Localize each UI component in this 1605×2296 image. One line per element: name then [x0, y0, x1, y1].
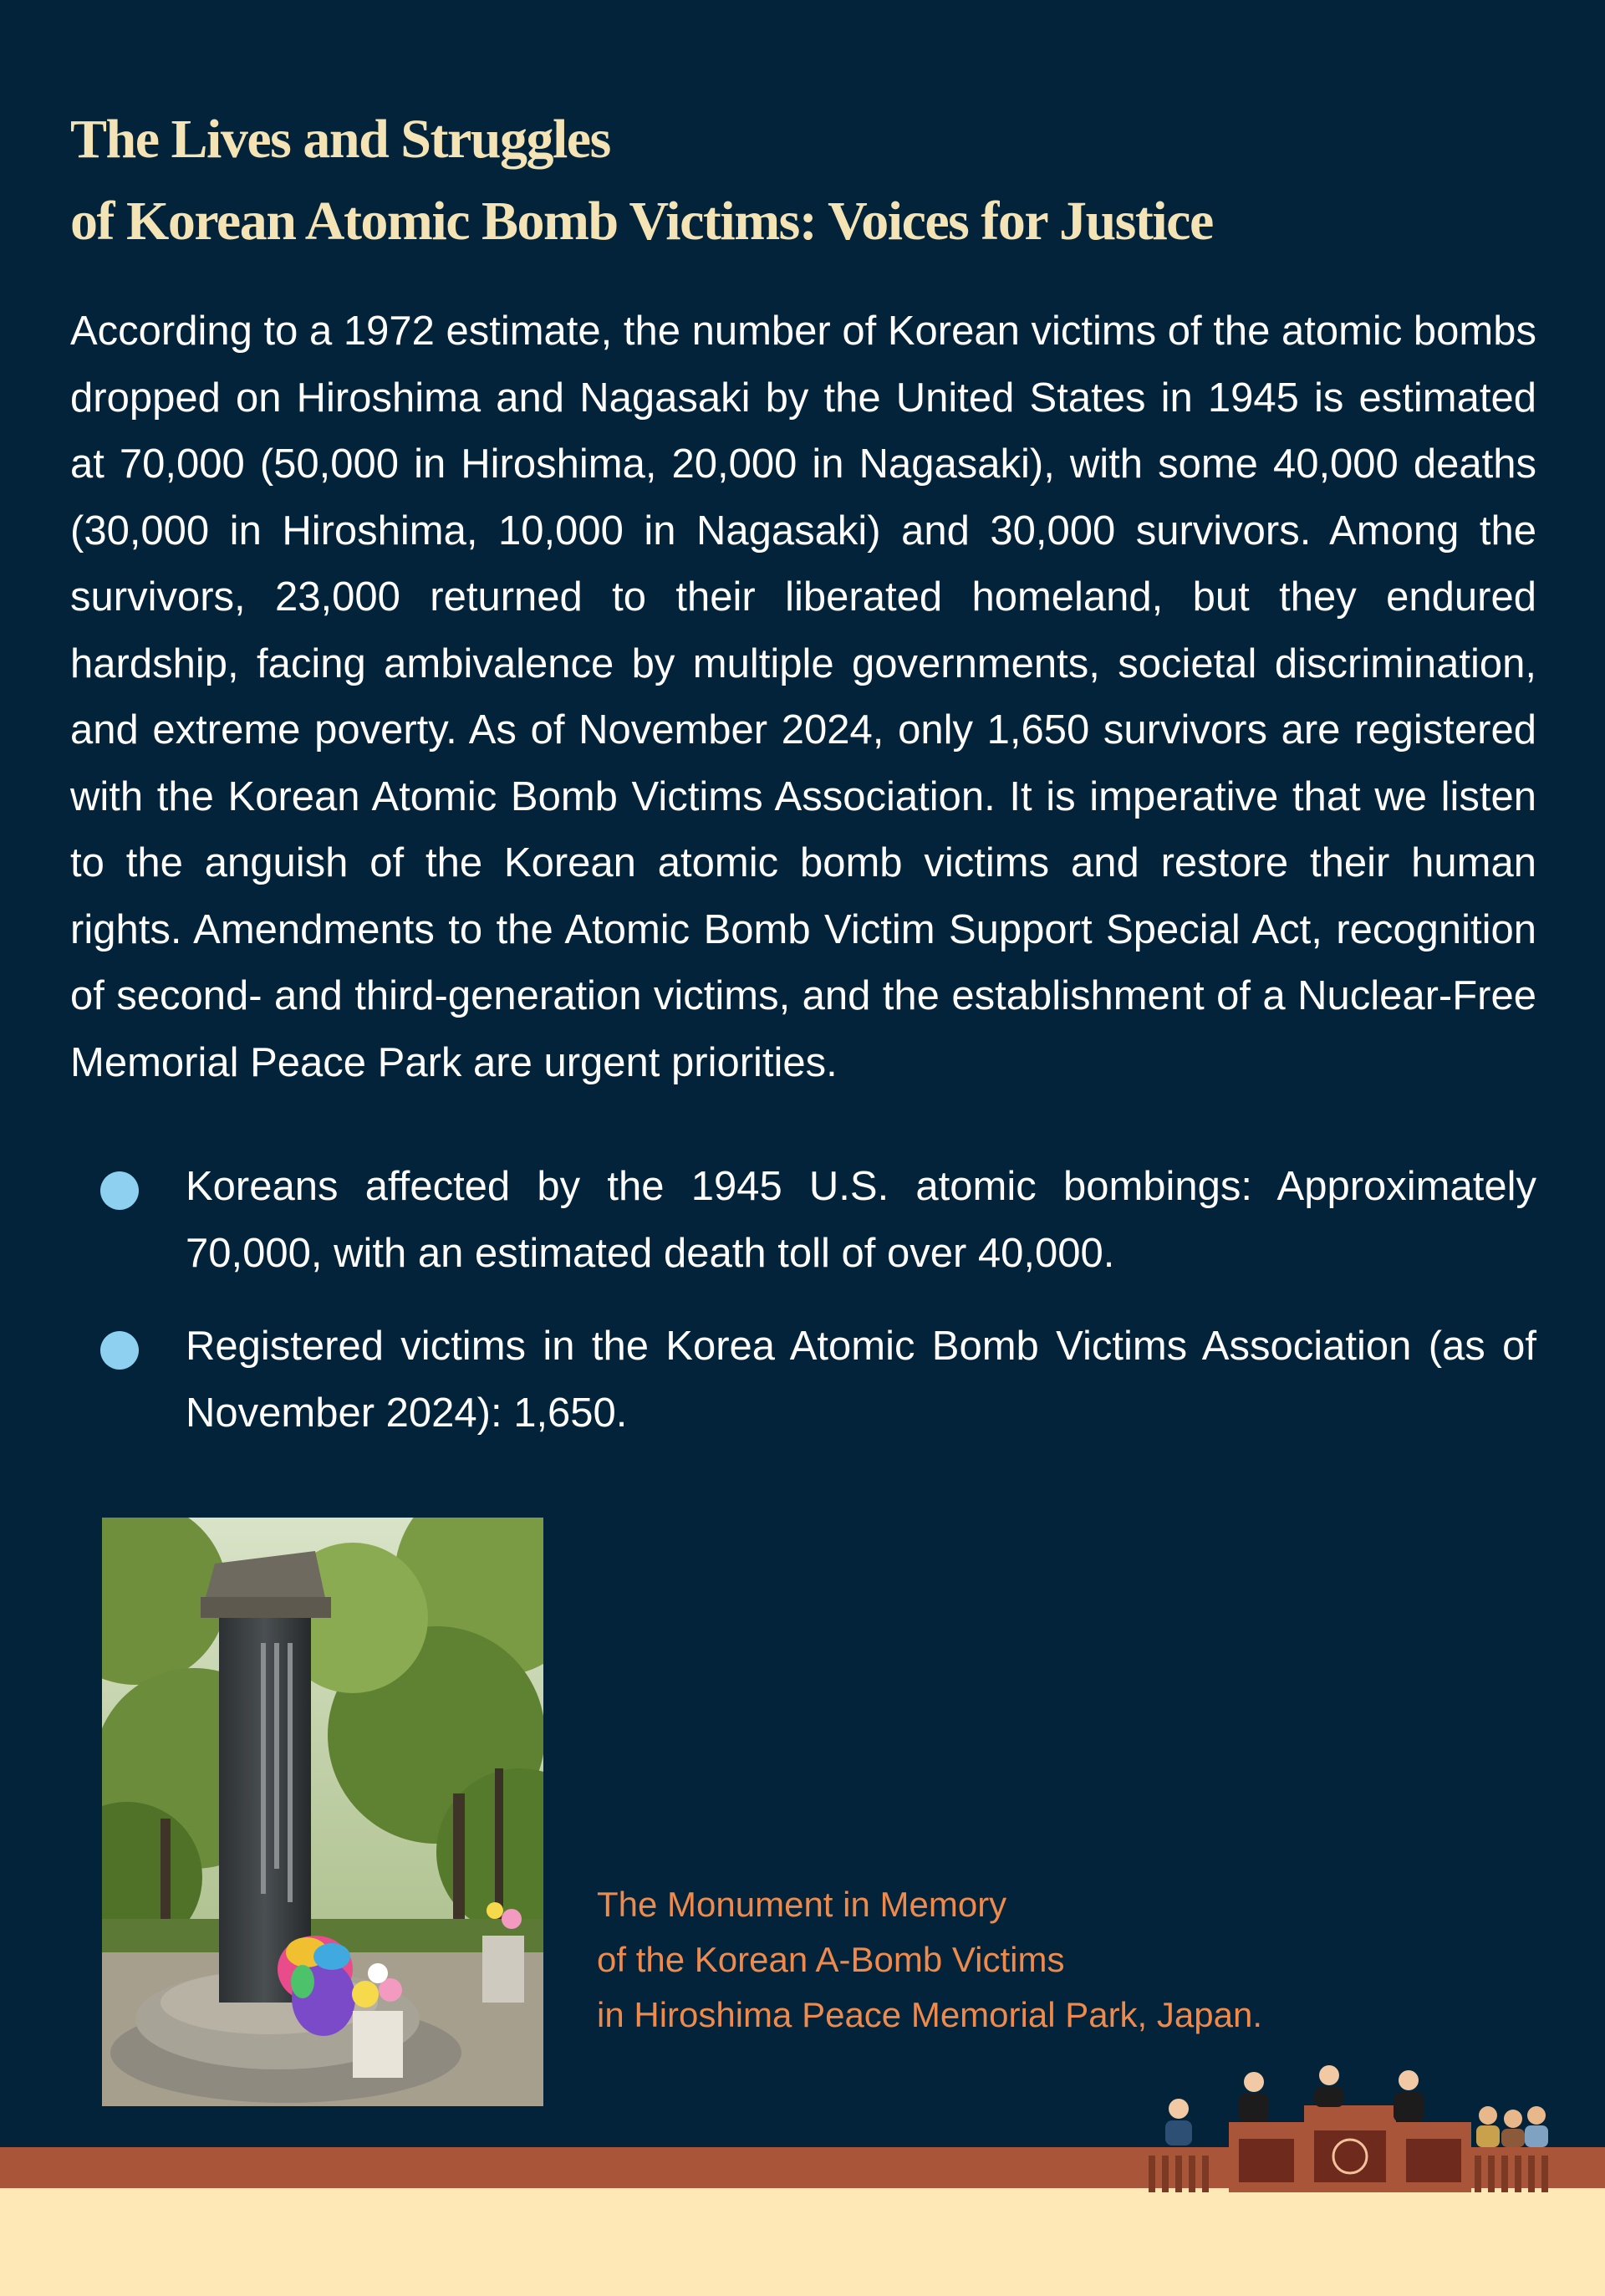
bullet-text: Registered victims in the Korea Atomic Bomb Victims Association (as of November 2024): 1,650.	[186, 1324, 1536, 1436]
title-line-2: of Korean Atomic Bomb Victims: Voices for Justice	[70, 191, 1213, 252]
monument-photo	[102, 1518, 543, 2106]
caption-line-2: of the Korean A-Bomb Victims	[597, 1940, 1065, 1979]
page-title	[70, 99, 1213, 263]
caption-line-1: The Monument in Memory	[597, 1885, 1007, 1924]
bullet-dot-icon	[100, 1331, 139, 1370]
bullet-list	[70, 1153, 1536, 1472]
courtroom-illustration	[1137, 2057, 1555, 2199]
bullet-text: Koreans affected by the 1945 U.S. atomic bombings: Approximately 70,000, with an estimated death toll of over 40,000.	[186, 1164, 1536, 1276]
caption-line-3: in Hiroshima Peace Memorial Park, Japan.	[597, 1995, 1262, 2034]
body-paragraph: According to a 1972 estimate, the number of Korean victims of the atomic bombs dropped on Hiroshima and Nagasaki by the United States in 1945 is estimated at 70,000 (50,000 in Hiroshima, 20,000 in Nagasaki), with some 40,000 deaths (30,000 in Hiroshima, 10,000 in Nagasaki) and 30,000 survivors. Among the survivors, 23,000 returned to their liberated homeland, but they endured hardship, facing ambivalence by multiple governments, societal discrimination, and extreme poverty. As of November 2024, only 1,650 survivors are registered with the Korean Atomic Bomb Victims Association. It is imperative that we listen to the anguish of the Korean atomic bomb victims and restore their human rights. Amendments to the Atomic Bomb Victim Support Special Act, recognition of second- and third-generation victims, and the establishment of a Nuclear-Free Memorial Peace Park are urgent priorities.	[70, 309, 1536, 1085]
bullet-item	[70, 1313, 1536, 1446]
footer-band	[0, 2188, 1605, 2296]
bullet-item	[70, 1153, 1536, 1287]
photo-caption	[597, 1877, 1262, 2043]
bullet-dot-icon	[100, 1171, 139, 1210]
title-line-1: The Lives and Struggles	[70, 109, 610, 170]
